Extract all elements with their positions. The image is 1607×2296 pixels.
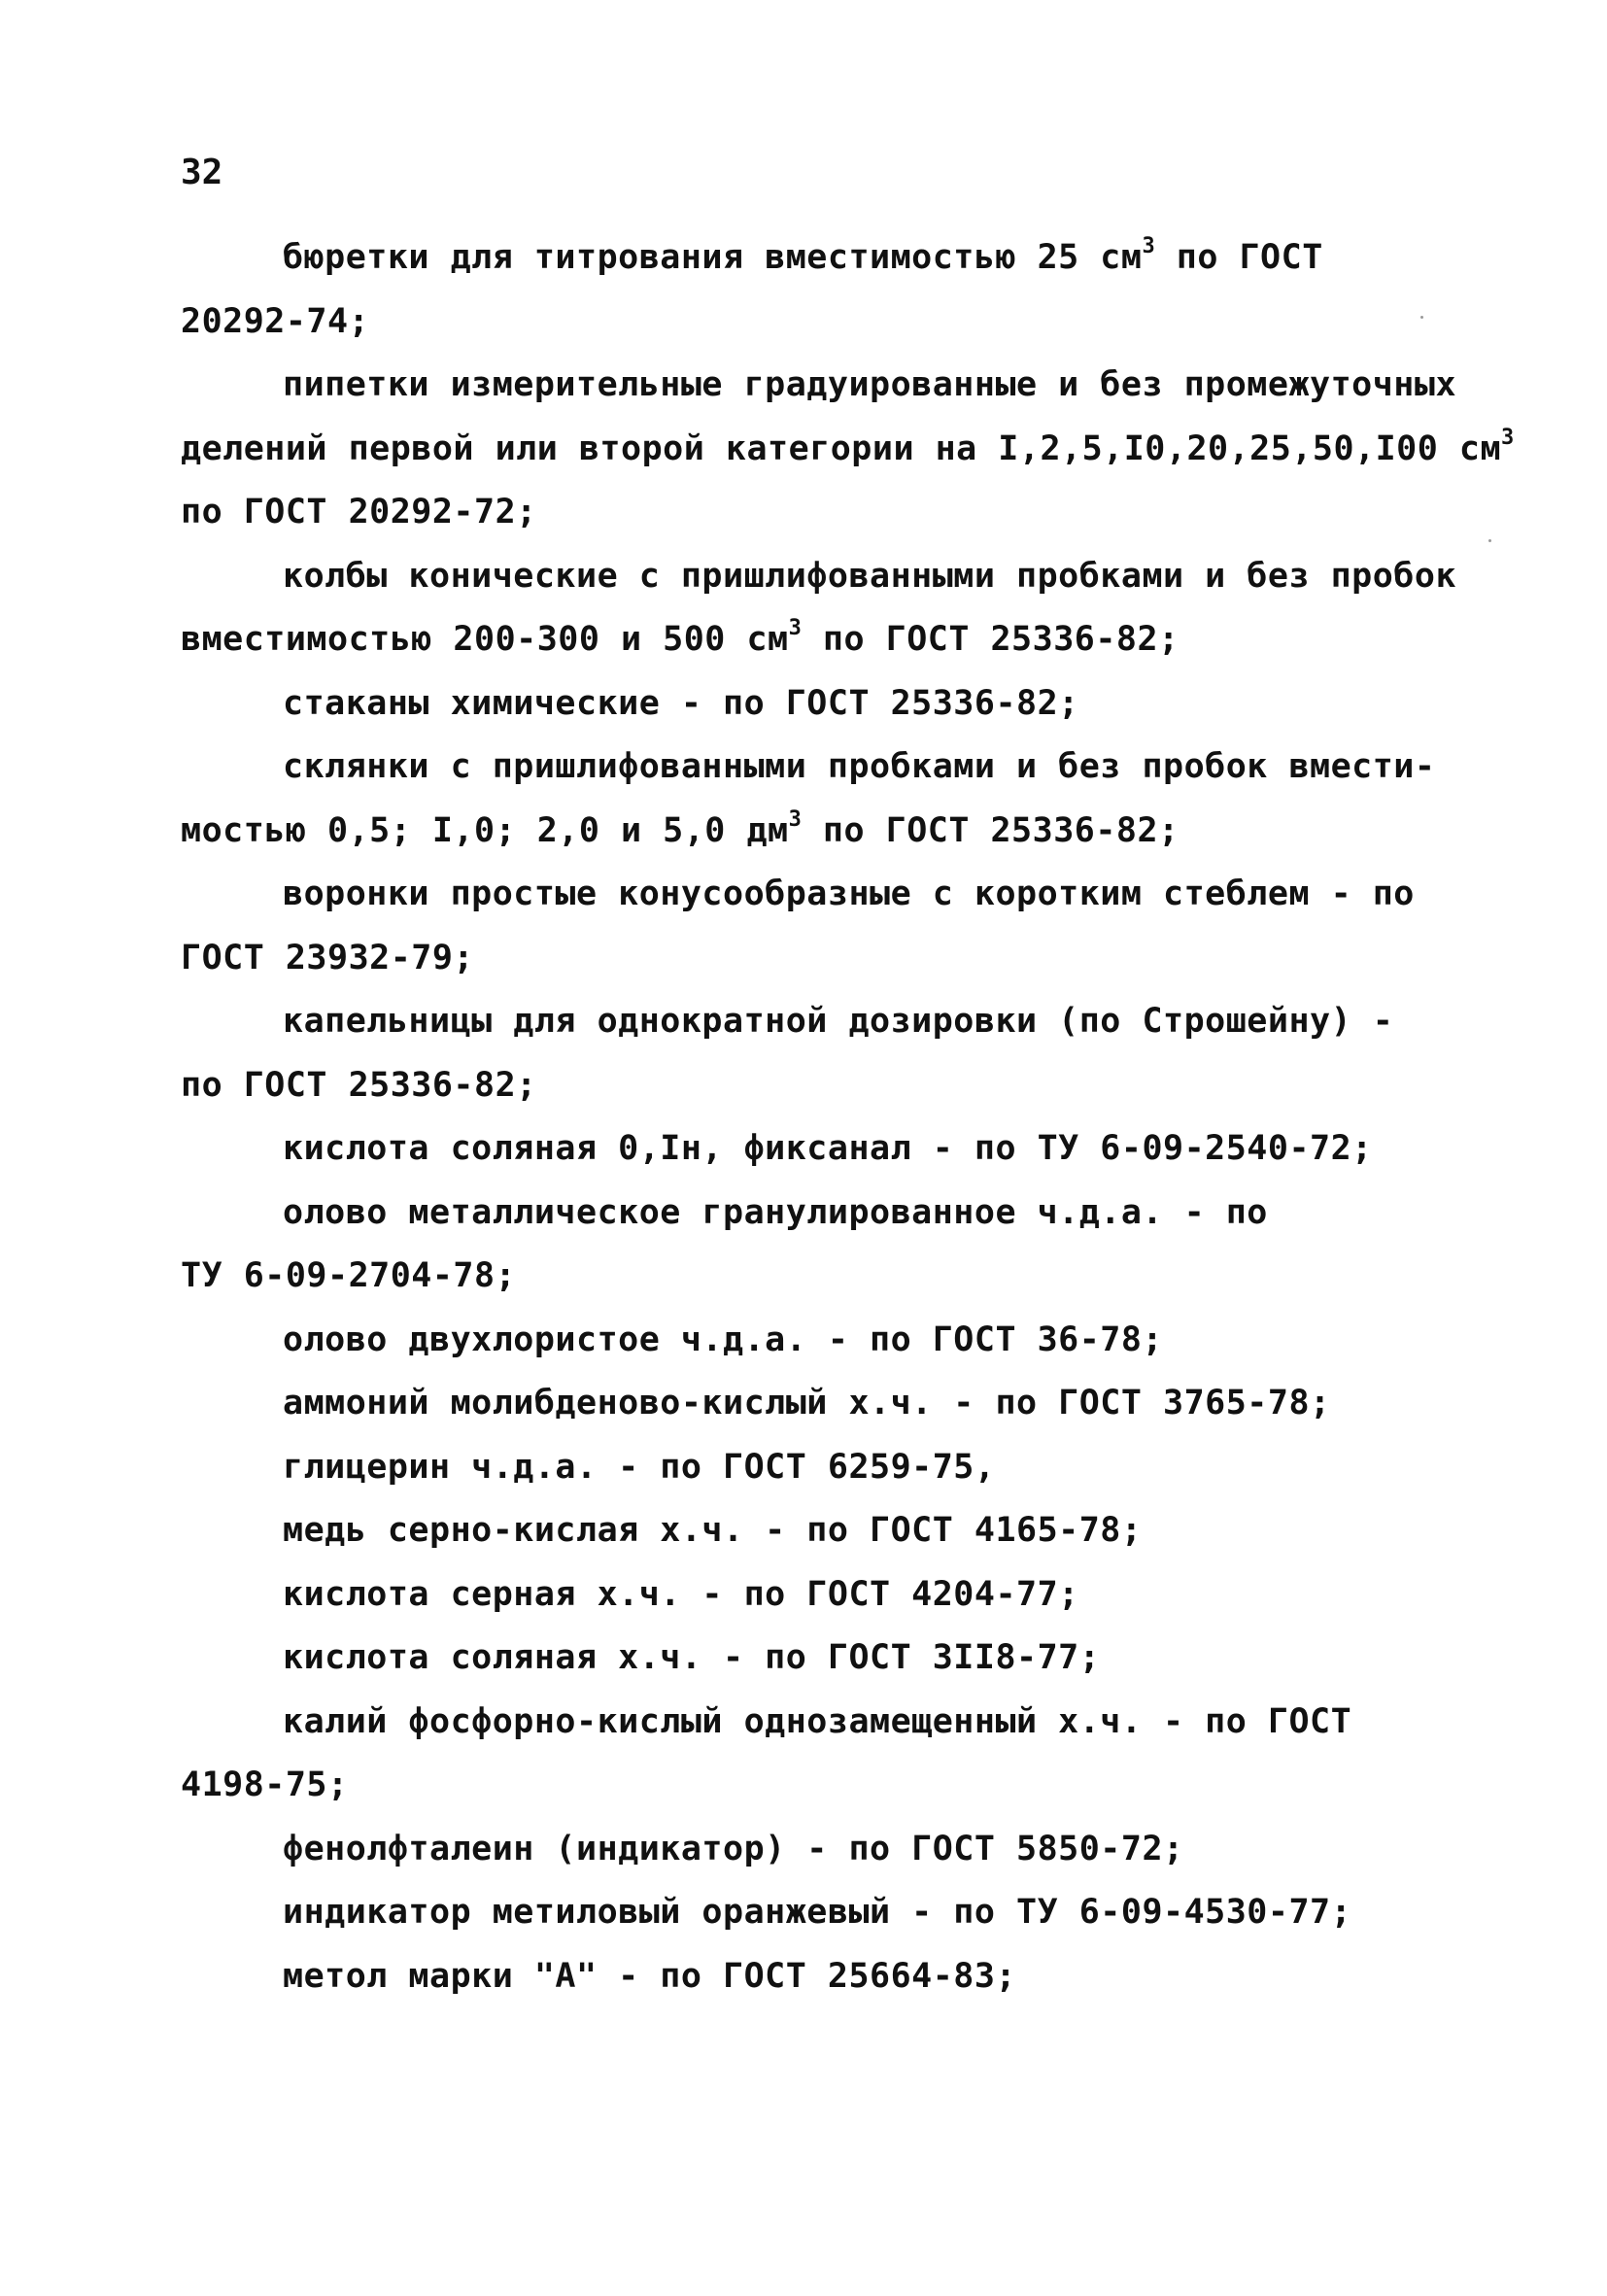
text-line [181,1436,1444,1500]
text-line [181,1182,1444,1246]
text-line [181,545,1457,609]
text-line-content: 20292-74; [181,301,370,341]
text-line-content: ТУ 6-09-2704-78; [181,1256,517,1295]
text-line [181,481,1444,545]
text-line [181,1245,1444,1309]
text-line-content: аммоний молибденово-кислый х.ч. - по ГОСТ 3765-78; [283,1384,1331,1422]
text-line-content: калий фосфорно-кислый однозамещенный х.ч. - по ГОСТ [283,1701,1352,1741]
text-line [181,1818,1444,1882]
text-line-content: вместимостью 200-300 и 500 см [181,620,789,659]
text-line-content: по ГОСТ 20292-72; [181,493,537,531]
text-line [181,1309,1444,1373]
text-line-content: кислота соляная х.ч. - по ГОСТ 3II8-77; [283,1638,1101,1677]
text-line [181,800,1444,864]
text-line [181,1054,1444,1118]
text-line-continuation: по ГОСТ 25336-82; [802,810,1180,850]
text-line [181,1627,1444,1691]
text-line-content: ГОСТ 23932-79; [181,938,475,977]
text-line-content: олово двухлористое ч.д.а. - по ГОСТ 36-78; [283,1319,1164,1359]
text-line-continuation: по ГОСТ [1155,238,1323,277]
text-line [181,863,1444,927]
text-line-content: глицерин ч.д.а. - по ГОСТ 6259-75, [283,1447,996,1487]
superscript-unit: 3 [1501,425,1515,450]
text-line [181,418,1515,482]
text-line [181,927,1444,991]
text-line [181,608,1444,672]
text-line-content: бюретки для титрования вместимостью 25 см [283,238,1143,277]
text-line [181,1117,1444,1182]
text-line [181,672,1444,737]
text-line-content: метол марки "А" - по ГОСТ 25664-83; [283,1956,1017,1996]
text-line-continuation: по ГОСТ 25336-82; [802,620,1180,659]
text-line [181,354,1457,418]
text-line [181,226,1444,291]
text-line [181,1563,1444,1628]
text-line-content: кислота серная х.ч. - по ГОСТ 4204-77; [283,1574,1079,1614]
superscript-unit: 3 [788,806,803,832]
text-line [181,1372,1444,1436]
text-line-content: медь серно-кислая х.ч. - по ГОСТ 4165-78; [283,1511,1143,1550]
text-line-content: колбы конические с пришлифованными пробками и без пробок [283,556,1457,596]
text-line [181,1691,1444,1755]
superscript-unit: 3 [1142,234,1156,258]
superscript-unit: 3 [788,616,803,640]
text-line-content: пипетки измерительные градуированные и без промежуточных [283,365,1457,404]
text-line-content: капельницы для однократной дозировки (по Строшейну) - [283,1002,1394,1041]
text-line [181,291,1444,355]
text-line-content: воронки простые конусообразные с коротким стеблем - по [283,874,1415,913]
scan-speck [1420,316,1423,319]
text-line [181,1754,1444,1818]
text-line-content: индикатор метиловый оранжевый - по ТУ 6-09-4530-77; [283,1893,1352,1932]
text-line [181,1945,1444,2009]
text-line-content: стаканы химические - по ГОСТ 25336-82; [283,683,1079,723]
text-line [181,1499,1444,1563]
text-line-content: олово металлическое гранулированное ч.д.а. - по [283,1192,1268,1232]
page-number: 32 [181,153,223,192]
scan-speck [1488,539,1491,542]
text-line [181,736,1444,800]
text-line-content: склянки с пришлифованными пробками и без пробок вмести- [283,747,1436,786]
text-line-content: делений первой или второй категории на I,2,5,I0,20,25,50,I00 см [181,428,1502,468]
text-line-content: кислота соляная 0,Iн, фиксанал - по ТУ 6-09-2540-72; [283,1129,1373,1168]
text-line-content: фенолфталеин (индикатор) - по ГОСТ 5850-72; [283,1829,1184,1868]
text-line-content: мостью 0,5; I,0; 2,0 и 5,0 дм [181,810,789,850]
text-body [181,226,1515,2008]
text-line-content: по ГОСТ 25336-82; [181,1065,537,1105]
text-line [181,990,1444,1054]
text-line-content: 4198-75; [181,1765,349,1804]
text-line [181,1881,1444,1945]
